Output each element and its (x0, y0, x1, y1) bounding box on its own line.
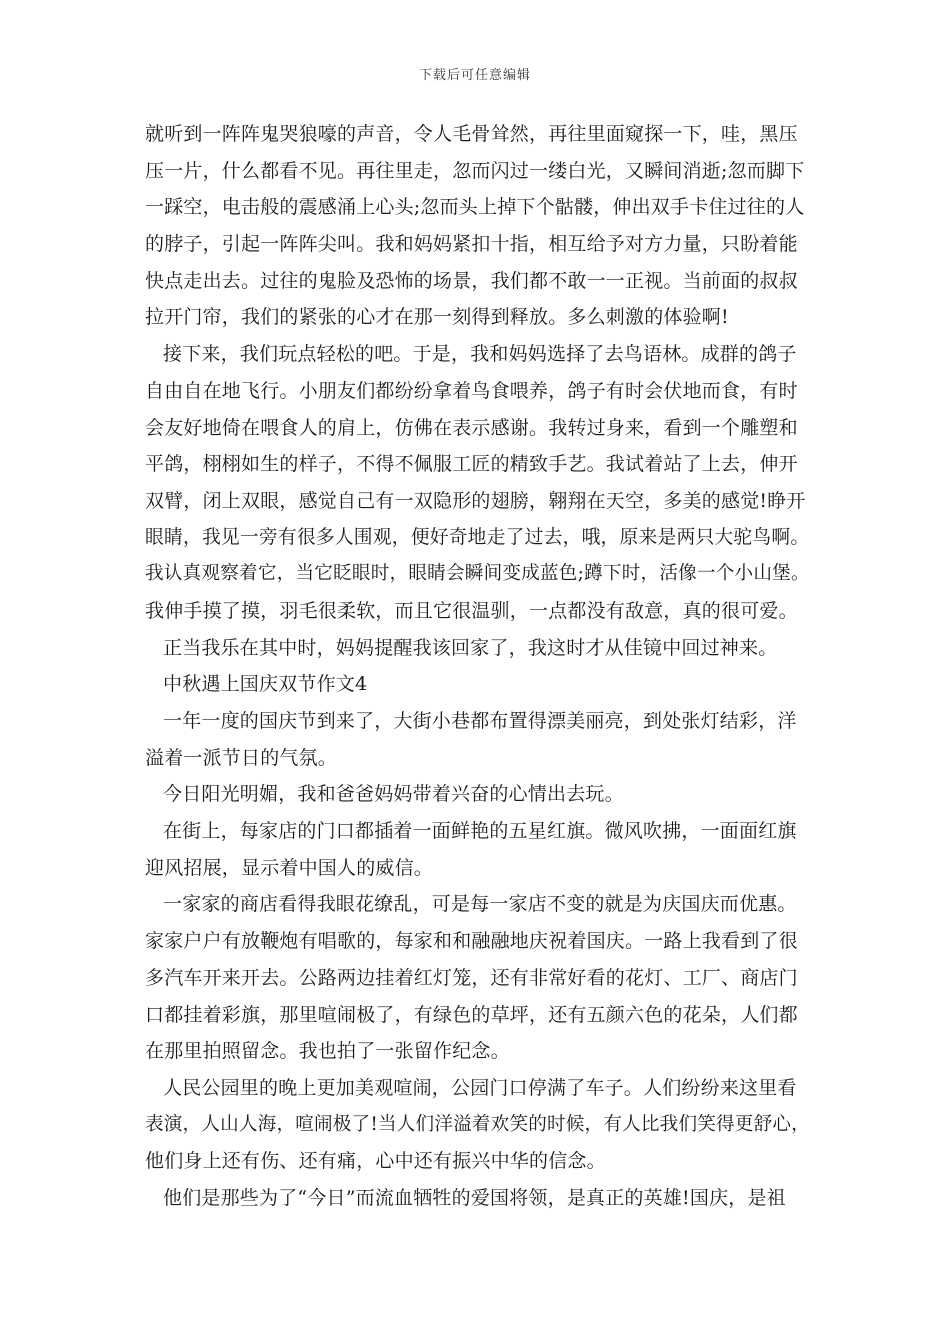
text-line: 多汽车开来开去。公路两边挂着红灯笼，还有非常好看的花灯、工厂、商店门 (145, 966, 798, 989)
text-line: 拉开门帘，我们的紧张的心才在那一刻得到释放。多么刺激的体验啊! (145, 306, 729, 329)
text-line: 他们身上还有伤、还有痛，心中还有振兴中华的信念。 (145, 1150, 606, 1173)
text-line: 迎风招展，显示着中国人的威信。 (145, 856, 434, 879)
text-line: 快点走出去。过往的鬼脸及恐怖的场景，我们都不敢一一正视。当前面的叔叔 (145, 269, 798, 292)
text-line: 的脖子，引起一阵阵尖叫。我和妈妈紧扣十指，相互给予对方力量，只盼着能 (145, 233, 798, 256)
page-header: 下载后可任意编辑 (418, 68, 531, 83)
text-line: 就听到一阵阵鬼哭狼嚎的声音，令人毛骨耸然，再往里面窥探一下，哇，黑压 (145, 123, 798, 145)
text-line: 会友好地倚在喂食人的肩上，仿佛在表示感谢。我转过身来，看到一个雕塑和 (145, 416, 798, 439)
text-line: 表演，人山人海，喧闹极了!当人们洋溢着欢笑的时候，有人比我们笑得更舒心， (145, 1113, 810, 1135)
text-line: 人民公园里的晚上更加美观喧闹，公园门口停满了车子。人们纷纷来这里看 (163, 1076, 797, 1099)
text-line: 一家家的商店看得我眼花缭乱，可是每一家店不变的就是为庆国庆而优惠。 (163, 893, 797, 916)
text-line: 口都挂着彩旗，那里喧闹极了，有绿色的草坪，还有五颜六色的花朵，人们都 (145, 1003, 798, 1026)
text-line: 接下来，我们玩点轻松的吧。于是，我和妈妈选择了去鸟语林。成群的鸽子 (163, 343, 797, 366)
text-line: 家家户户有放鞭炮有唱歌的，每家和和融融地庆祝着国庆。一路上我看到了很 (145, 930, 798, 953)
text-line: 溢着一派节日的气氛。 (145, 746, 338, 769)
text-line: 双臂，闭上双眼，感觉自己有一双隐形的翅膀，翱翔在天空，多美的感觉!睁开 (145, 489, 806, 512)
text-line: 今日阳光明媚，我和爸爸妈妈带着兴奋的心情出去玩。 (163, 783, 624, 806)
text-line: 平鸽，栩栩如生的样子，不得不佩服工匠的精致手艺。我试着站了上去，伸开 (145, 453, 798, 476)
text-line: 中秋遇上国庆双节作文4 (163, 673, 368, 696)
text-line: 他们是那些为了“今日”而流血牺牲的爱国将领，是真正的英雄!国庆，是祖 (163, 1186, 786, 1209)
text-line: 我认真观察着它，当它眨眼时，眼睛会瞬间变成蓝色;蹲下时，活像一个小山堡。 (145, 563, 810, 585)
text-line: 一踩空，电击般的震感涌上心头;忽而头上掉下个骷髅，伸出双手卡住过往的人 (145, 196, 805, 219)
text-line: 正当我乐在其中时，妈妈提醒我该回家了，我这时才从佳镜中回过神来。 (163, 636, 778, 659)
document-body (145, 116, 810, 1217)
text-line: 自由自在地飞行。小朋友们都纷纷拿着鸟食喂养，鸽子有时会伏地而食，有时 (145, 379, 798, 402)
text-line: 在那里拍照留念。我也拍了一张留作纪念。 (145, 1040, 510, 1063)
text-line: 压一片，什么都看不见。再往里走，忽而闪过一缕白光，又瞬间消逝;忽而脚下 (145, 159, 805, 182)
text-line: 一年一度的国庆节到来了，大街小巷都布置得漂美丽亮，到处张灯结彩，洋 (163, 710, 797, 732)
text-line: 眼睛，我见一旁有很多人围观，便好奇地走了过去，哦，原来是两只大驼鸟啊。 (145, 526, 810, 548)
text-line: 我伸手摸了摸，羽毛很柔软，而且它很温驯，一点都没有敌意，真的很可爱。 (145, 599, 798, 622)
text-line: 在街上，每家店的门口都插着一面鲜艳的五星红旗。微风吹拂，一面面红旗 (163, 820, 797, 843)
